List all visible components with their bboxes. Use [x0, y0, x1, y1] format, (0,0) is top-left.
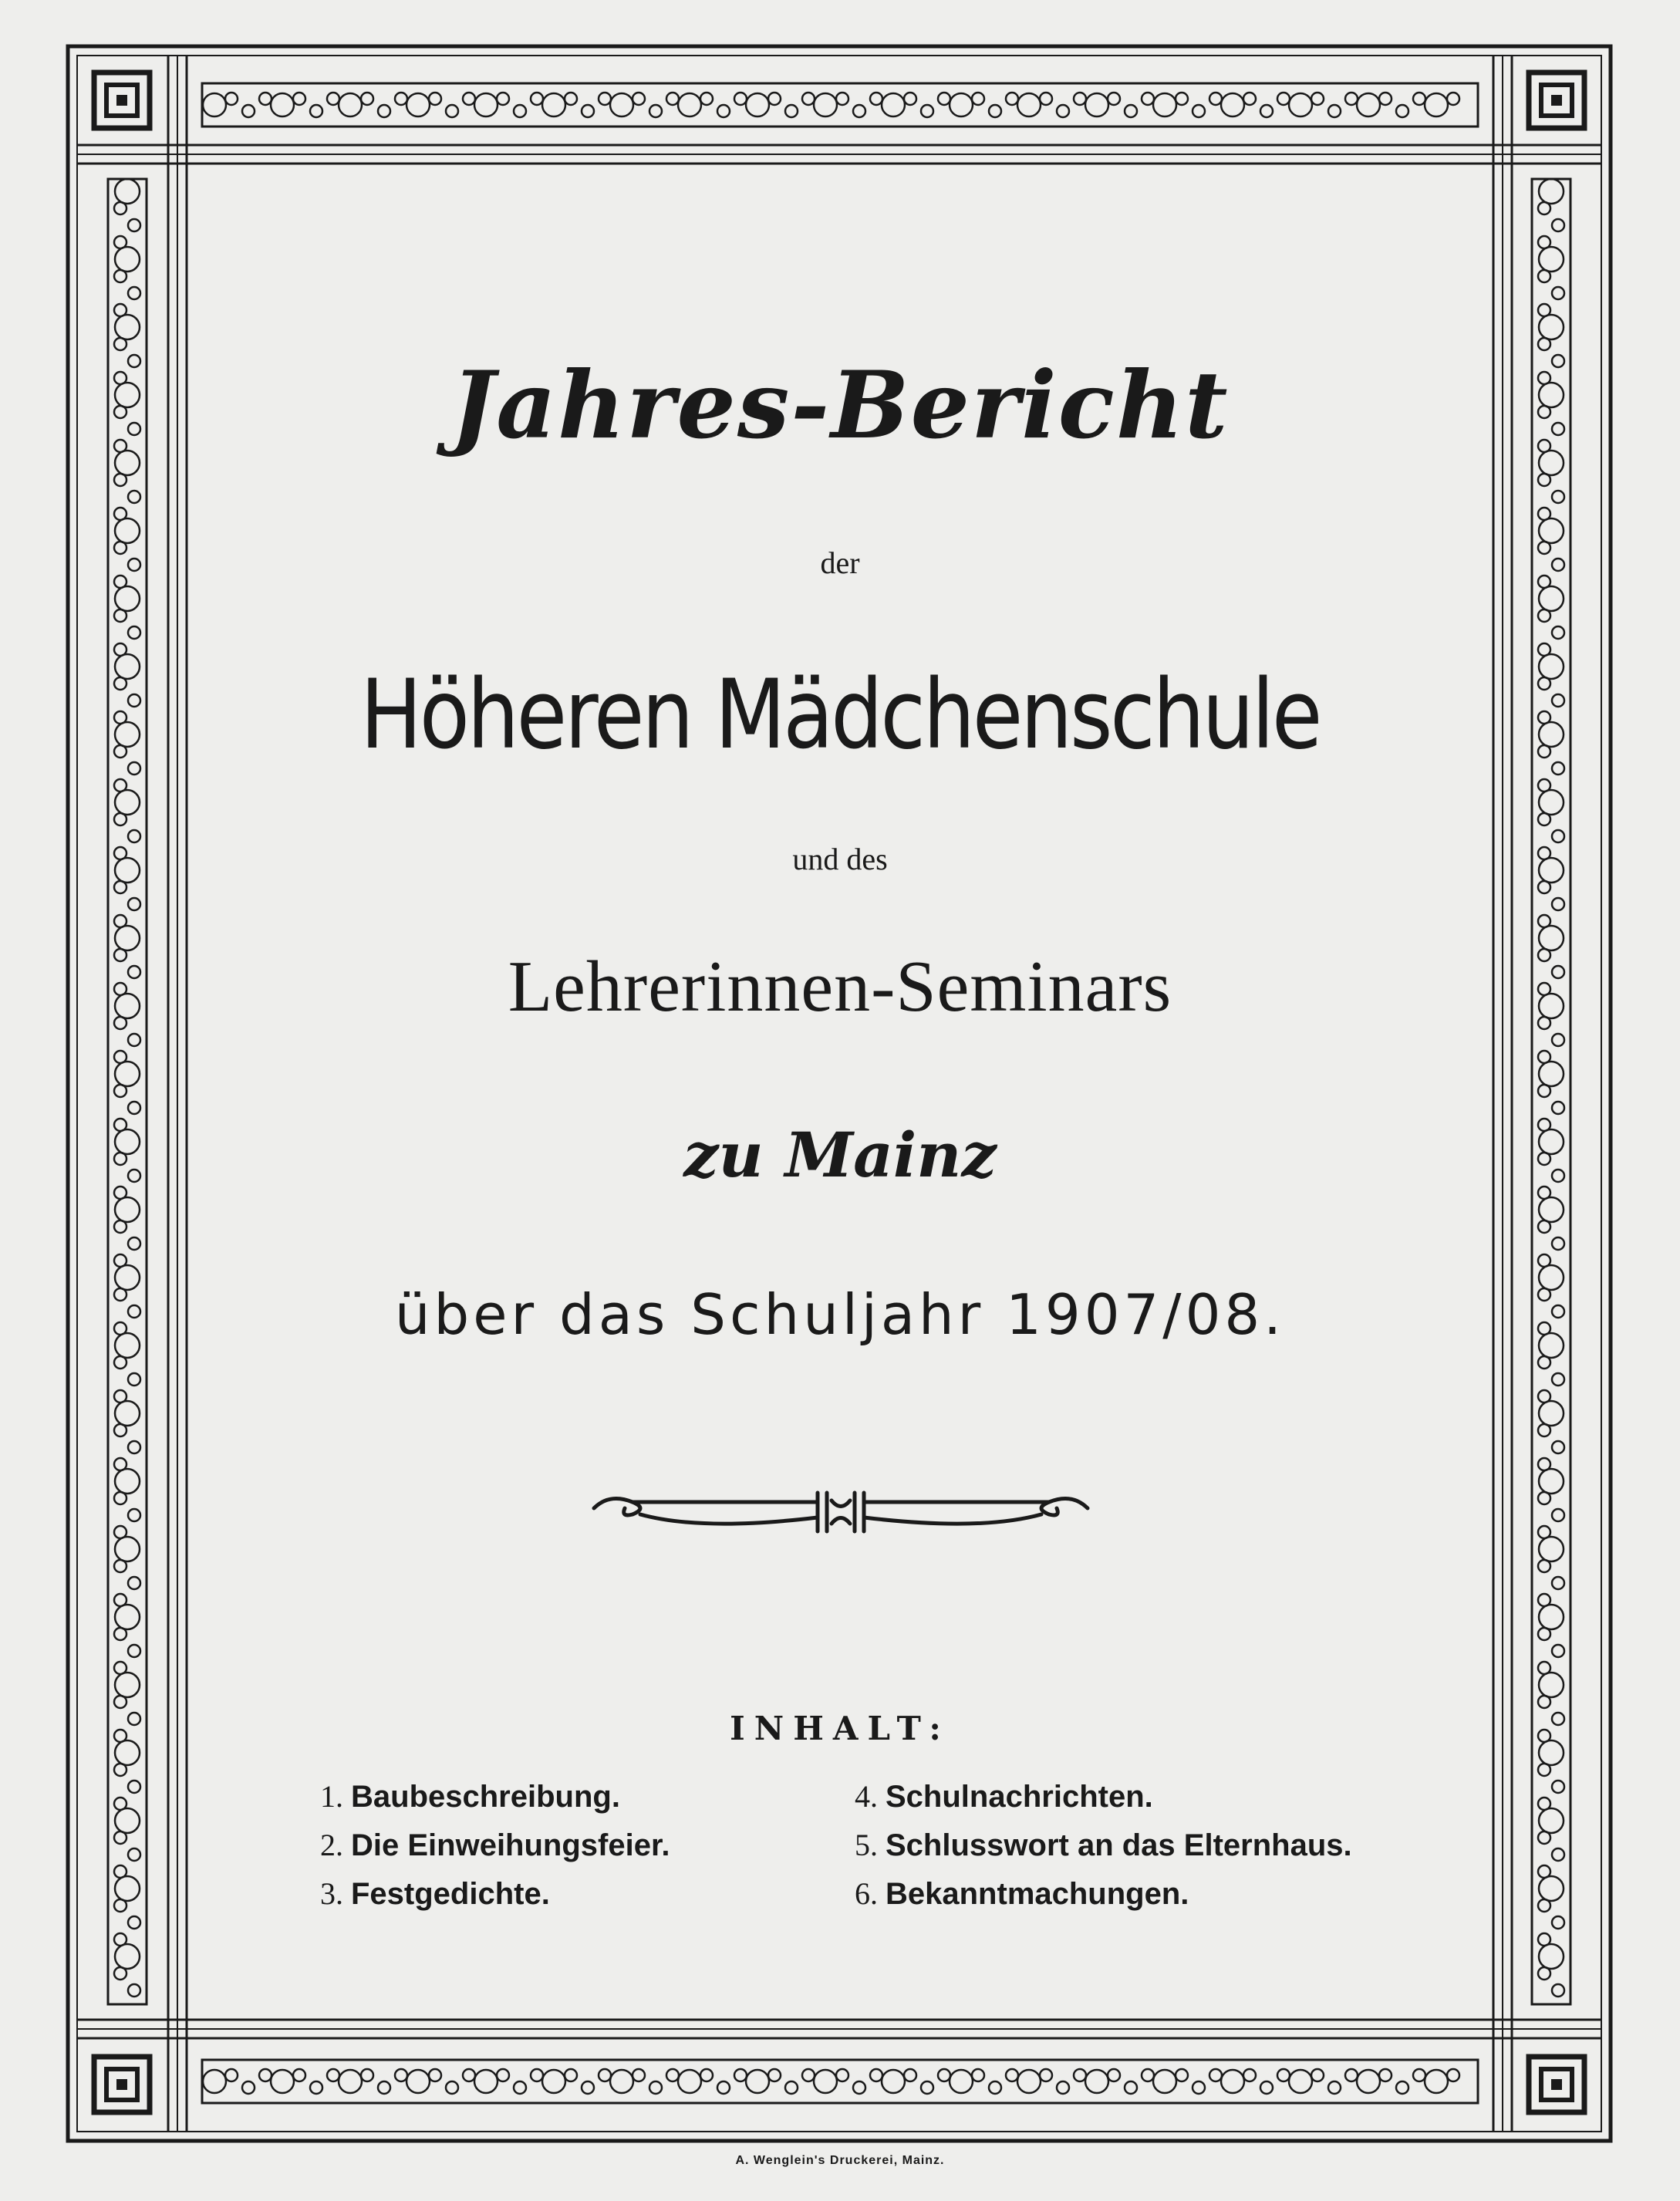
contents-item: 3. Festgedichte. — [320, 1876, 550, 1911]
contents-item: 2. Die Einweihungsfeier. — [320, 1828, 670, 1862]
seminar-name: Lehrerinnen-Seminars — [508, 947, 1172, 1027]
report-title: Jahres-Bericht — [450, 351, 1230, 460]
contents-heading: INHALT: — [730, 1710, 950, 1747]
contents-item: 1. Baubeschreibung. — [320, 1779, 620, 1814]
scroll-ornament-icon — [586, 1485, 1095, 1539]
title-connector-und-des: und des — [792, 842, 888, 876]
contents-item: 6. Bekanntmachungen. — [855, 1876, 1189, 1911]
city-name: zu Mainz — [683, 1119, 997, 1191]
printer-imprint: A. Wenglein's Druckerei, Mainz. — [735, 2154, 945, 2167]
contents-column-left — [320, 1778, 670, 1924]
title-connector-der: der — [820, 545, 860, 580]
contents-item: 4. Schulnachrichten. — [855, 1779, 1153, 1814]
school-name: Höheren Mädchenschule — [359, 660, 1321, 771]
contents-item: 5. Schlusswort an das Elternhaus. — [855, 1828, 1352, 1862]
school-year: über das Schuljahr 1907/08. — [394, 1282, 1286, 1347]
contents-column-right — [855, 1778, 1352, 1924]
